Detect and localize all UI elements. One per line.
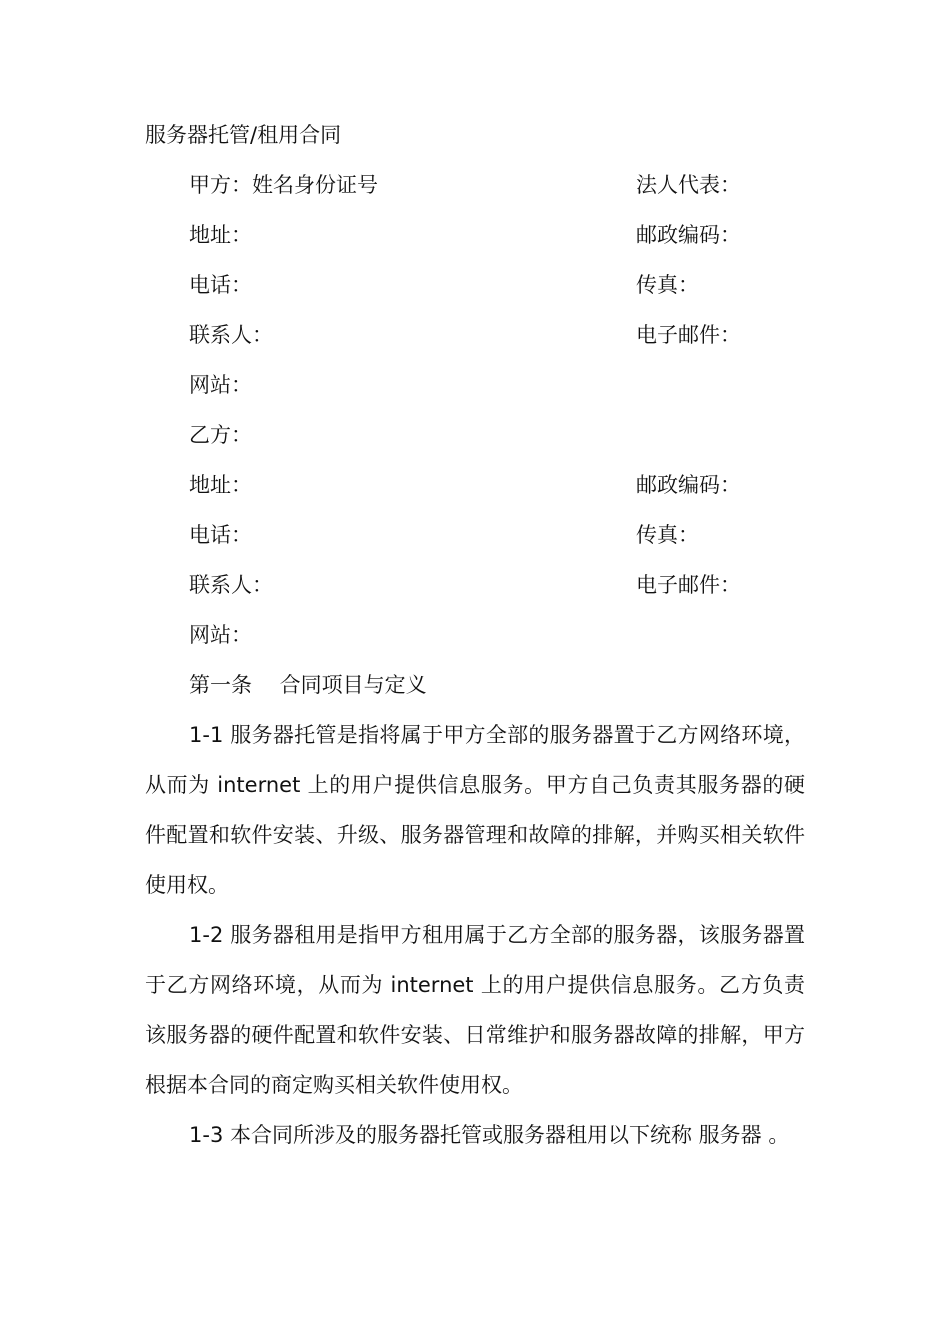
clause-1-1: 1-1 服务器托管是指将属于甲方全部的服务器置于乙方网络环境，从而为 internet 上的用户提供信息服务。甲方自己负责其服务器的硬件配置和软件安装、升级、服务器管理和故障的排解，并购买相关软件使用权。: [145, 723, 805, 897]
party-b-postcode-label: 邮政编码：: [636, 473, 741, 497]
party-a-contact-label: 联系人：: [189, 323, 273, 347]
party-a-address-label: 地址：: [189, 223, 252, 247]
article-1-heading: 第一条 合同项目与定义: [189, 673, 427, 697]
party-a-email-label: 电子邮件：: [636, 323, 741, 347]
party-b-fax-label: 传真：: [636, 523, 699, 547]
party-a-legal-rep-label: 法人代表：: [636, 173, 741, 197]
clause-1-2: 1-2 服务器租用是指甲方租用属于乙方全部的服务器，该服务器置于乙方网络环境，从而为 internet 上的用户提供信息服务。乙方负责该服务器的硬件配置和软件安装、日常维护和服务器故障的排解，甲方根据本合同的商定购买相关软件使用权。: [145, 923, 805, 1097]
party-a-postcode-label: 邮政编码：: [636, 223, 741, 247]
document-title: 服务器托管/租用合同: [145, 123, 342, 147]
party-a-phone-label: 电话：: [189, 273, 252, 297]
party-a-website-label: 网站：: [189, 373, 252, 397]
party-b-heading: 乙方：: [189, 423, 252, 447]
clause-1-3: 1-3 本合同所涉及的服务器托管或服务器租用以下统称 服务器 。: [189, 1123, 790, 1147]
party-b-address-label: 地址：: [189, 473, 252, 497]
party-b-contact-label: 联系人：: [189, 573, 273, 597]
party-b-phone-label: 电话：: [189, 523, 252, 547]
party-b-email-label: 电子邮件：: [636, 573, 741, 597]
party-b-website-label: 网站：: [189, 623, 252, 647]
party-a-fax-label: 传真：: [636, 273, 699, 297]
party-a-heading: 甲方：姓名身份证号: [189, 173, 378, 197]
